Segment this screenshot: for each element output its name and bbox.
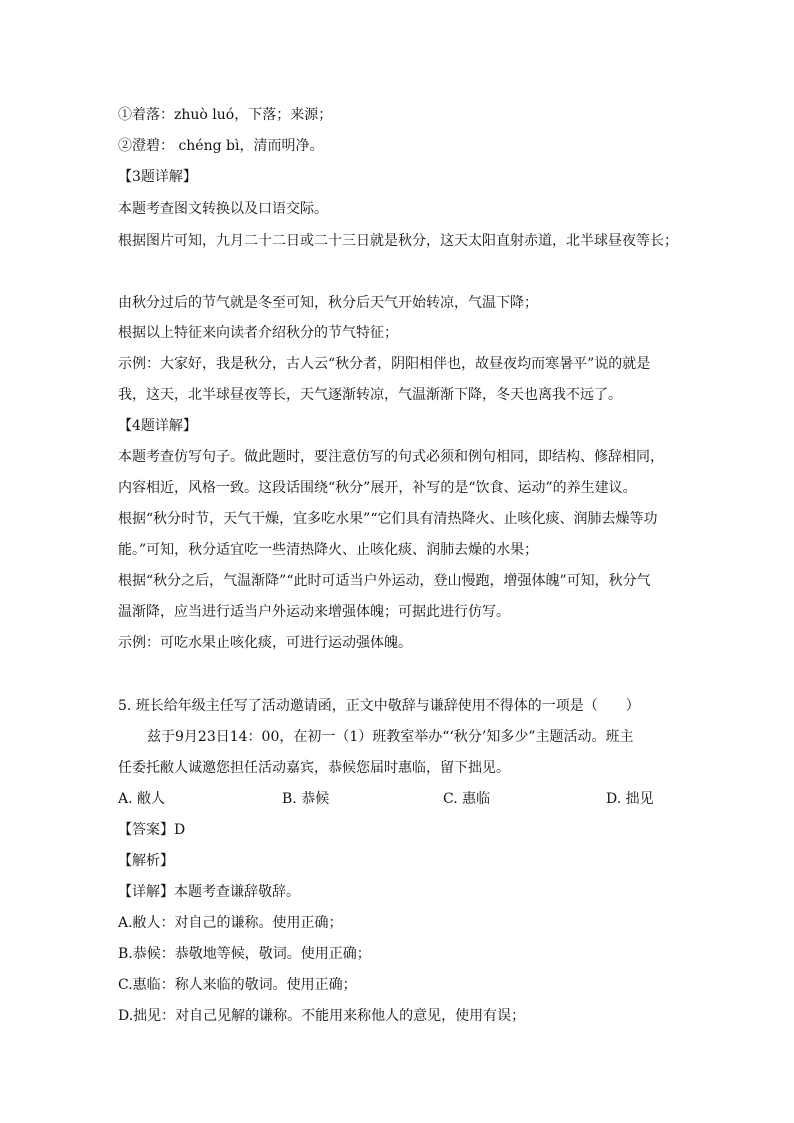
paragraph-line: 根据“秋分时节，天气干燥，宜多吃水果”“它们具有清热降火、止咳化痰、润肺去燥等功 — [118, 511, 658, 527]
paragraph-line: 根据“秋分之后，气温渐降”“此时可适当户外运动，登山慢跑，增强体魄”可知，秋分气 — [118, 573, 651, 589]
note-line-2: ②澄碧： chéng bì，清而明净。 — [118, 138, 324, 154]
paragraph-line: 示例：可吃水果止咳化痰，可进行运动强体魄。 — [118, 635, 412, 651]
paragraph-line: 内容相近，风格一致。这段话围绕“秋分”展开，补写的是“饮食、运动”的养生建议。 — [118, 480, 637, 496]
analysis-line: B.恭候：恭敬地等候，敬词。使用正确； — [118, 946, 371, 962]
analysis-line: C.惠临：称人来临的敬词。使用正确； — [118, 977, 357, 993]
paragraph-line: 我，这天，北半球昼夜等长，天气逐渐转凉，气温渐渐下降，冬天也离我不远了。 — [118, 387, 622, 403]
analysis-line: A.敝人：对自己的谦称。使用正确； — [118, 915, 343, 931]
note-line-1: ①着落：zhuò luó，下落；来源； — [118, 107, 333, 123]
paragraph-line: 本题考查仿写句子。做此题时，要注意仿写的句式必须和例句相同，即结构、修辞相同， — [118, 449, 664, 465]
paragraph-line: 温渐降，应当进行适当户外运动来增强体魄；可据此进行仿写。 — [118, 604, 510, 620]
paragraph-line: 由秋分过后的节气就是冬至可知，秋分后天气开始转凉，气温下降； — [118, 295, 538, 311]
analysis-heading: 【解析】 — [118, 853, 174, 869]
paragraph-line: 示例：大家好，我是秋分，古人云“秋分者，阴阳相伴也，故昼夜均而寒暑平”说的就是 — [118, 356, 651, 372]
paragraph-line: 能。”可知，秋分适宜吃一些清热降火、止咳化痰、润肺去燥的水果； — [118, 542, 539, 558]
question-passage-line-1: 兹于9月23日14：00，在初一（1）班教室举办“‘秋分’知多少”主题活动。班主 — [147, 729, 634, 745]
question-stem: 5. 班长给年级主任写了活动邀请函，正文中敬辞与谦辞使用不得体的一项是（ ） — [118, 698, 640, 714]
paragraph-line: 根据图片可知，九月二十二日或二十三日就是秋分，这天太阳直射赤道，北半球昼夜等长； — [118, 233, 678, 249]
section-heading-3: 【3题详解】 — [118, 169, 197, 185]
analysis-line: 【详解】本题考查谦辞敬辞。 — [118, 884, 300, 900]
answer-line: 【答案】D — [118, 822, 186, 838]
paragraph-line: 根据以上特征来向读者介绍秋分的节气特征； — [118, 325, 398, 341]
paragraph-line: 本题考查图文转换以及口语交际。 — [118, 201, 328, 217]
option-d: D. 拙见 — [606, 791, 654, 807]
question-passage-line-2: 任委托敝人诚邀您担任活动嘉宾，恭候您届时惠临，留下拙见。 — [118, 760, 510, 776]
option-a: A. 敝人 — [118, 791, 166, 807]
option-c: C. 惠临 — [443, 791, 491, 807]
analysis-line: D.拙见：对自己见解的谦称。不能用来称他人的意见，使用有误； — [118, 1008, 526, 1024]
section-heading-4: 【4题详解】 — [118, 418, 197, 434]
option-b: B. 恭候 — [282, 791, 330, 807]
